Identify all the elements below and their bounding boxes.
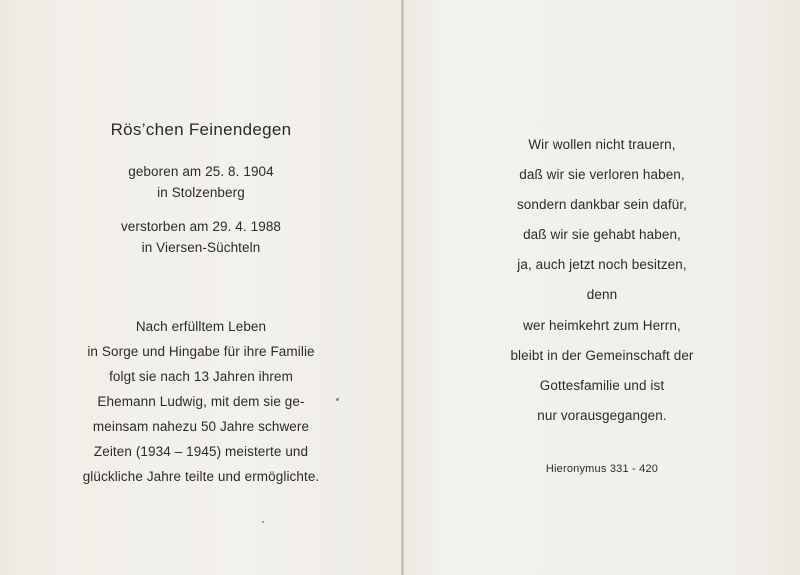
poem-line: daß wir sie gehabt haben, xyxy=(523,227,681,242)
birth-date: geboren am 25. 8. 1904 xyxy=(128,164,274,179)
poem-line: ja, auch jetzt noch besitzen, xyxy=(517,257,687,272)
obituary-text-line: Zeiten (1934 – 1945) meisterte und xyxy=(93,444,309,459)
obituary-text-line: Ehemann Ludwig, mit dem sie ge- xyxy=(97,394,305,409)
poem-line: nur vorausgegangen. xyxy=(537,408,667,423)
poem-line: Gottesfamilie und ist xyxy=(539,378,665,393)
paper-speck xyxy=(262,521,264,523)
poem-line: wer heimkehrt zum Herrn, xyxy=(523,318,681,333)
death-date: verstorben am 29. 4. 1988 xyxy=(120,219,282,234)
birth-place: in Stolzenberg xyxy=(157,185,245,200)
deceased-name: Rös’chen Feinendegen xyxy=(110,120,292,139)
poem-line: bleibt in der Gemeinschaft der xyxy=(510,348,694,363)
poem-line: Wir wollen nicht trauern, xyxy=(528,137,676,152)
obituary-text-line: glückliche Jahre teilte und ermöglichte. xyxy=(82,469,320,484)
obituary-text-line: Nach erfülltem Leben xyxy=(135,319,267,334)
obituary-text-line: folgt sie nach 13 Jahren ihrem xyxy=(109,369,293,384)
paper-speck xyxy=(336,398,339,401)
death-place: in Viersen-Süchteln xyxy=(141,240,261,255)
obituary-text-line: meinsam nahezu 50 Jahre schwere xyxy=(92,419,310,434)
poem-attribution: Hieronymus 331 - 420 xyxy=(545,463,659,475)
obituary-text-line: in Sorge und Hingabe für ihre Familie xyxy=(87,344,315,359)
right-page xyxy=(404,0,800,575)
poem-line: denn xyxy=(586,287,618,302)
poem-line: sondern dankbar sein dafür, xyxy=(516,197,688,212)
poem-line: daß wir sie verloren haben, xyxy=(519,167,685,182)
